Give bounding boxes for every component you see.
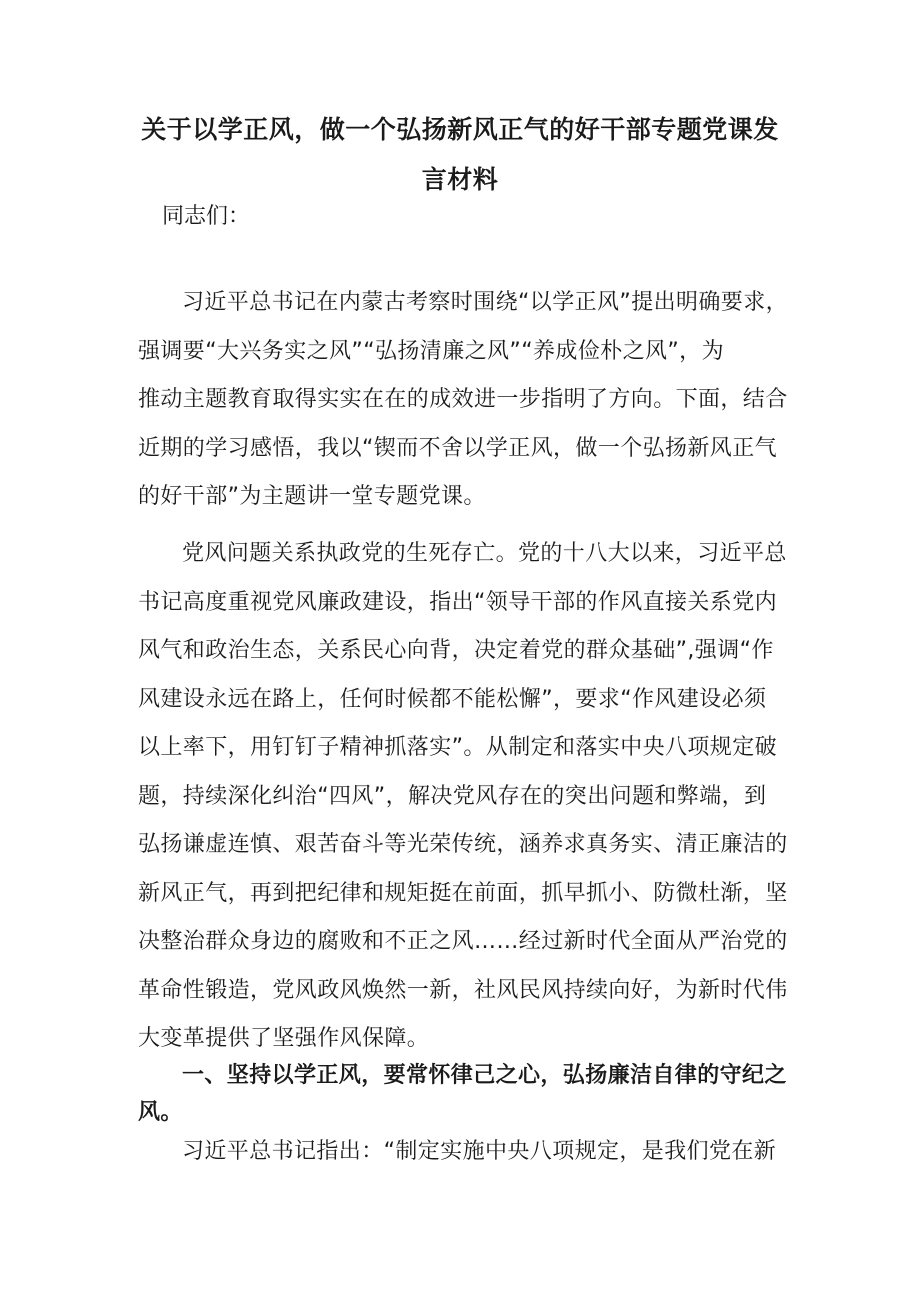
salutation: 同志们： [162,204,251,229]
paragraph-1 [138,279,788,522]
paragraph-line: 革命性锻造，党风政风焕然一新，社风民风持续向好，为新时代伟 [138,977,788,1003]
paragraph-3 [138,1128,788,1177]
document-title [120,105,800,205]
heading-line: 风。 [138,1100,183,1125]
paragraph-line: 习近平总书记在内蒙古考察时围绕“以学正风”提出明确要求， [182,290,788,315]
paragraph-line: 风气和政治生态，关系民心向背，决定着党的群众基础”,强调“作 [138,638,774,663]
paragraph-line: 强调要“大兴务实之风”“弘扬清廉之风”“养成俭朴之风”，为 [138,338,724,364]
paragraph-line: 题，持续深化纠治“四风”，解决党风存在的突出问题和弊端，到 [138,783,767,809]
paragraph-line: 以上率下，用钉钉子精神抓落实”。从制定和落实中央八项规定破 [138,735,777,760]
paragraph-line: 习近平总书记指出：“制定实施中央八项规定，是我们党在新 [182,1139,777,1164]
paragraph-line: 决整治群众身边的腐败和不正之风……经过新时代全面从严治党的 [138,929,788,954]
title-line-1: 关于以学正风，做一个弘扬新风正气的好干部专题党课发 [141,115,779,144]
paragraph-line: 推动主题教育取得实实在在的成效进一步指明了方向。下面，结合 [138,387,788,412]
heading-line: 一、坚持以学正风，要常怀律己之心，弘扬廉洁自律的守纪之 [182,1063,787,1088]
paragraph-2 [138,530,788,1064]
title-line-2: 言材料 [421,165,499,194]
paragraph-line: 风建设永远在路上，任何时候都不能松懈”，要求“作风建设必须 [138,686,767,712]
paragraph-line: 新风正气，再到把纪律和规矩挺在前面，抓早抓小、防微杜渐，坚 [138,880,788,906]
paragraph-line: 书记高度重视党风廉政建设，指出“领导干部的作风直接关系党内 [138,589,777,615]
paragraph-line: 党风问题关系执政党的生死存亡。党的十八大以来，习近平总 [182,541,787,566]
paragraph-line: 的好干部”为主题讲一堂专题党课。 [138,484,486,509]
paragraph-line: 近期的学习感悟，我以“锲而不舍以学正风，做一个弘扬新风正气 [138,435,777,461]
paragraph-line: 大变革提供了坚强作风保障。 [138,1026,430,1051]
section-heading-1 [138,1057,788,1131]
paragraph-line: 弘扬谦虚连慎、艰苦奋斗等光荣传统，涵养求真务实、清正廉洁的 [138,832,788,857]
